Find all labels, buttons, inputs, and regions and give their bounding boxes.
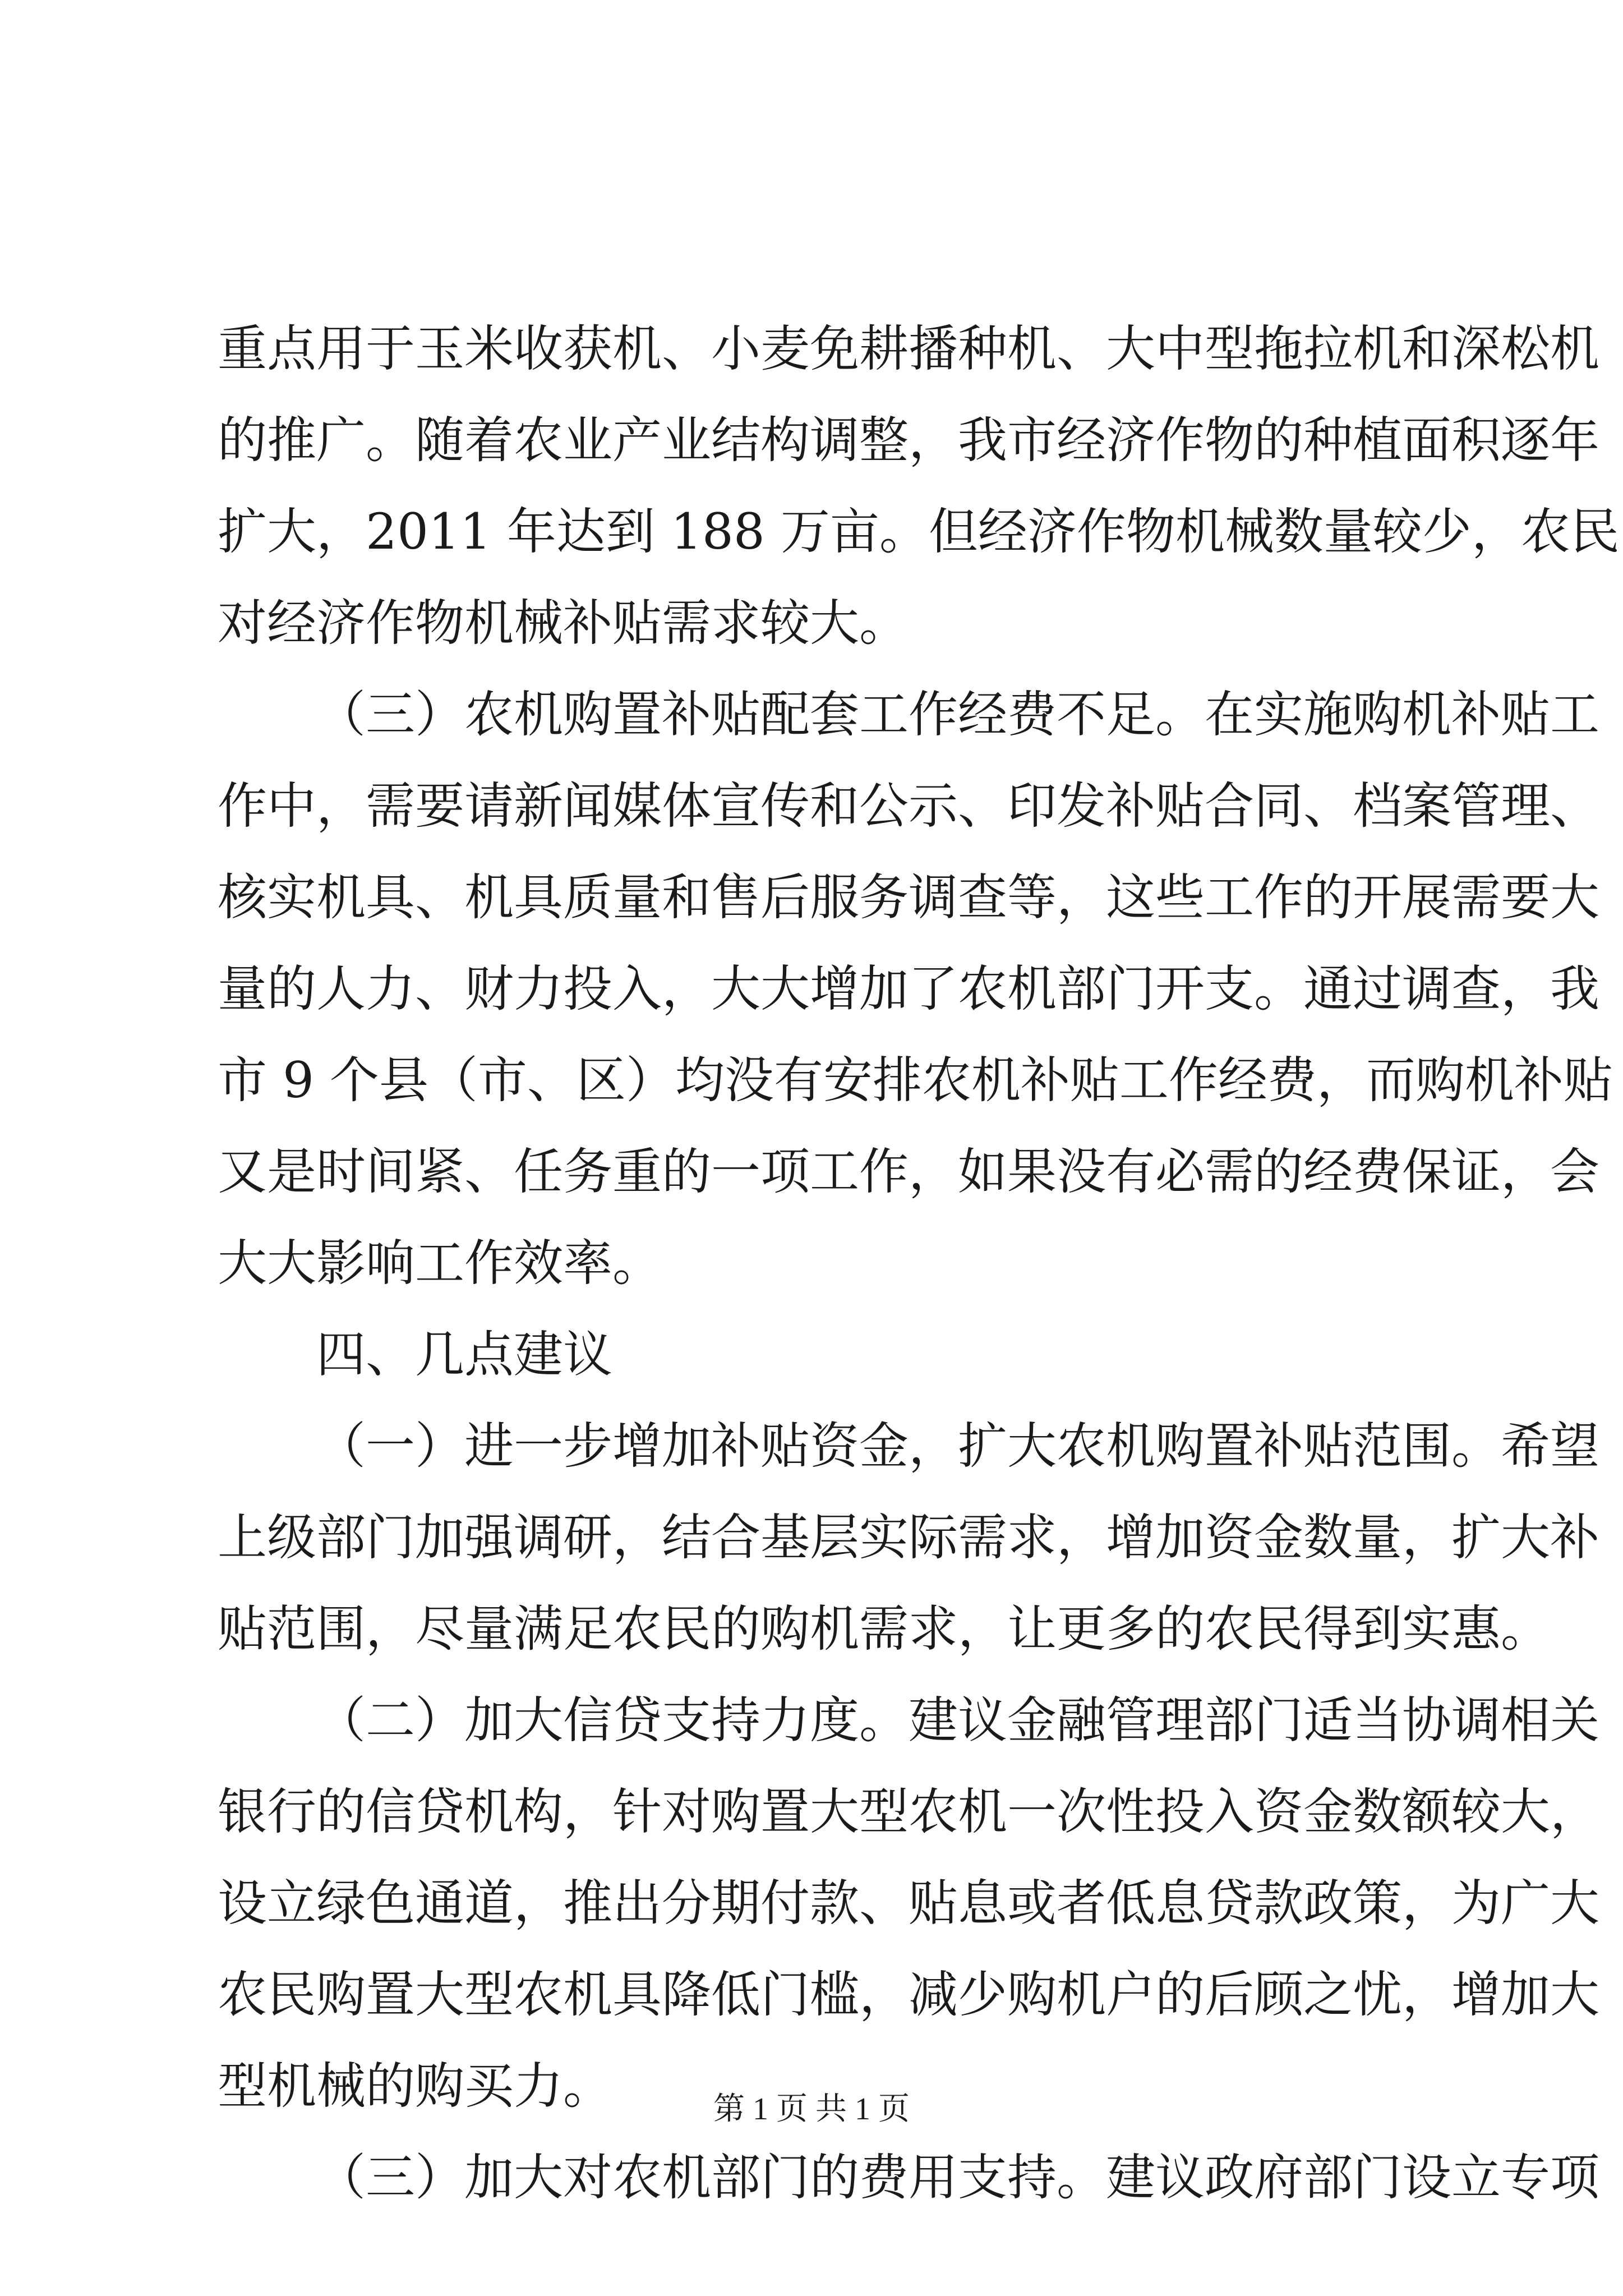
text-line: 农民购置大型农机具降低门槛，减少购机户的后顾之忧，增加大 <box>218 1966 1600 2023</box>
text-line: 市 9 个县（市、区）均没有安排农机补贴工作经费，而购机补贴 <box>218 1051 1613 1109</box>
text-line: 重点用于玉米收获机、小麦免耕播种机、大中型拖拉机和深松机 <box>218 320 1600 378</box>
text-line: （二）加大信贷支持力度。建议金融管理部门适当协调相关 <box>316 1691 1600 1749</box>
text-line: 扩大，2011 年达到 188 万亩。但经济作物机械数量较少，农民 <box>218 503 1620 560</box>
text-line: 大大影响工作效率。 <box>218 1234 662 1292</box>
text-line: （三）加大对农机部门的费用支持。建议政府部门设立专项 <box>316 2148 1600 2206</box>
text-line: 设立绿色通道，推出分期付款、贴息或者低息贷款政策，为广大 <box>218 1874 1600 1932</box>
text-line: （三）农机购置补贴配套工作经费不足。在实施购机补贴工 <box>316 685 1600 743</box>
text-line: 型机械的购买力。 <box>218 2057 613 2115</box>
text-line: 又是时间紧、任务重的一项工作，如果没有必需的经费保证，会 <box>218 1143 1600 1200</box>
text-line: （一）进一步增加补贴资金，扩大农机购置补贴范围。希望 <box>316 1417 1600 1475</box>
text-line: 贴范围，尽量满足农民的购机需求，让更多的农民得到实惠。 <box>218 1600 1551 1658</box>
text-line: 核实机具、机具质量和售后服务调查等，这些工作的开展需要大 <box>218 868 1600 926</box>
text-line: 对经济作物机械补贴需求较大。 <box>218 594 909 652</box>
text-line: 银行的信贷机构，针对购置大型农机一次性投入资金数额较大， <box>218 1783 1600 1841</box>
text-line: 上级部门加强调研，结合基层实际需求，增加资金数量，扩大补 <box>218 1508 1600 1566</box>
text-line: 的推广。随着农业产业结构调整，我市经济作物的种植面积逐年 <box>218 411 1600 469</box>
text-line: 四、几点建议 <box>316 1326 613 1383</box>
page-footer: 第 1 页 共 1 页 <box>713 2092 910 2127</box>
text-line: 作中，需要请新闻媒体宣传和公示、印发补贴合同、档案管理、 <box>218 777 1600 835</box>
body-text <box>218 303 1620 2223</box>
text-line: 量的人力、财力投入，大大增加了农机部门开支。通过调查，我 <box>218 960 1600 1018</box>
